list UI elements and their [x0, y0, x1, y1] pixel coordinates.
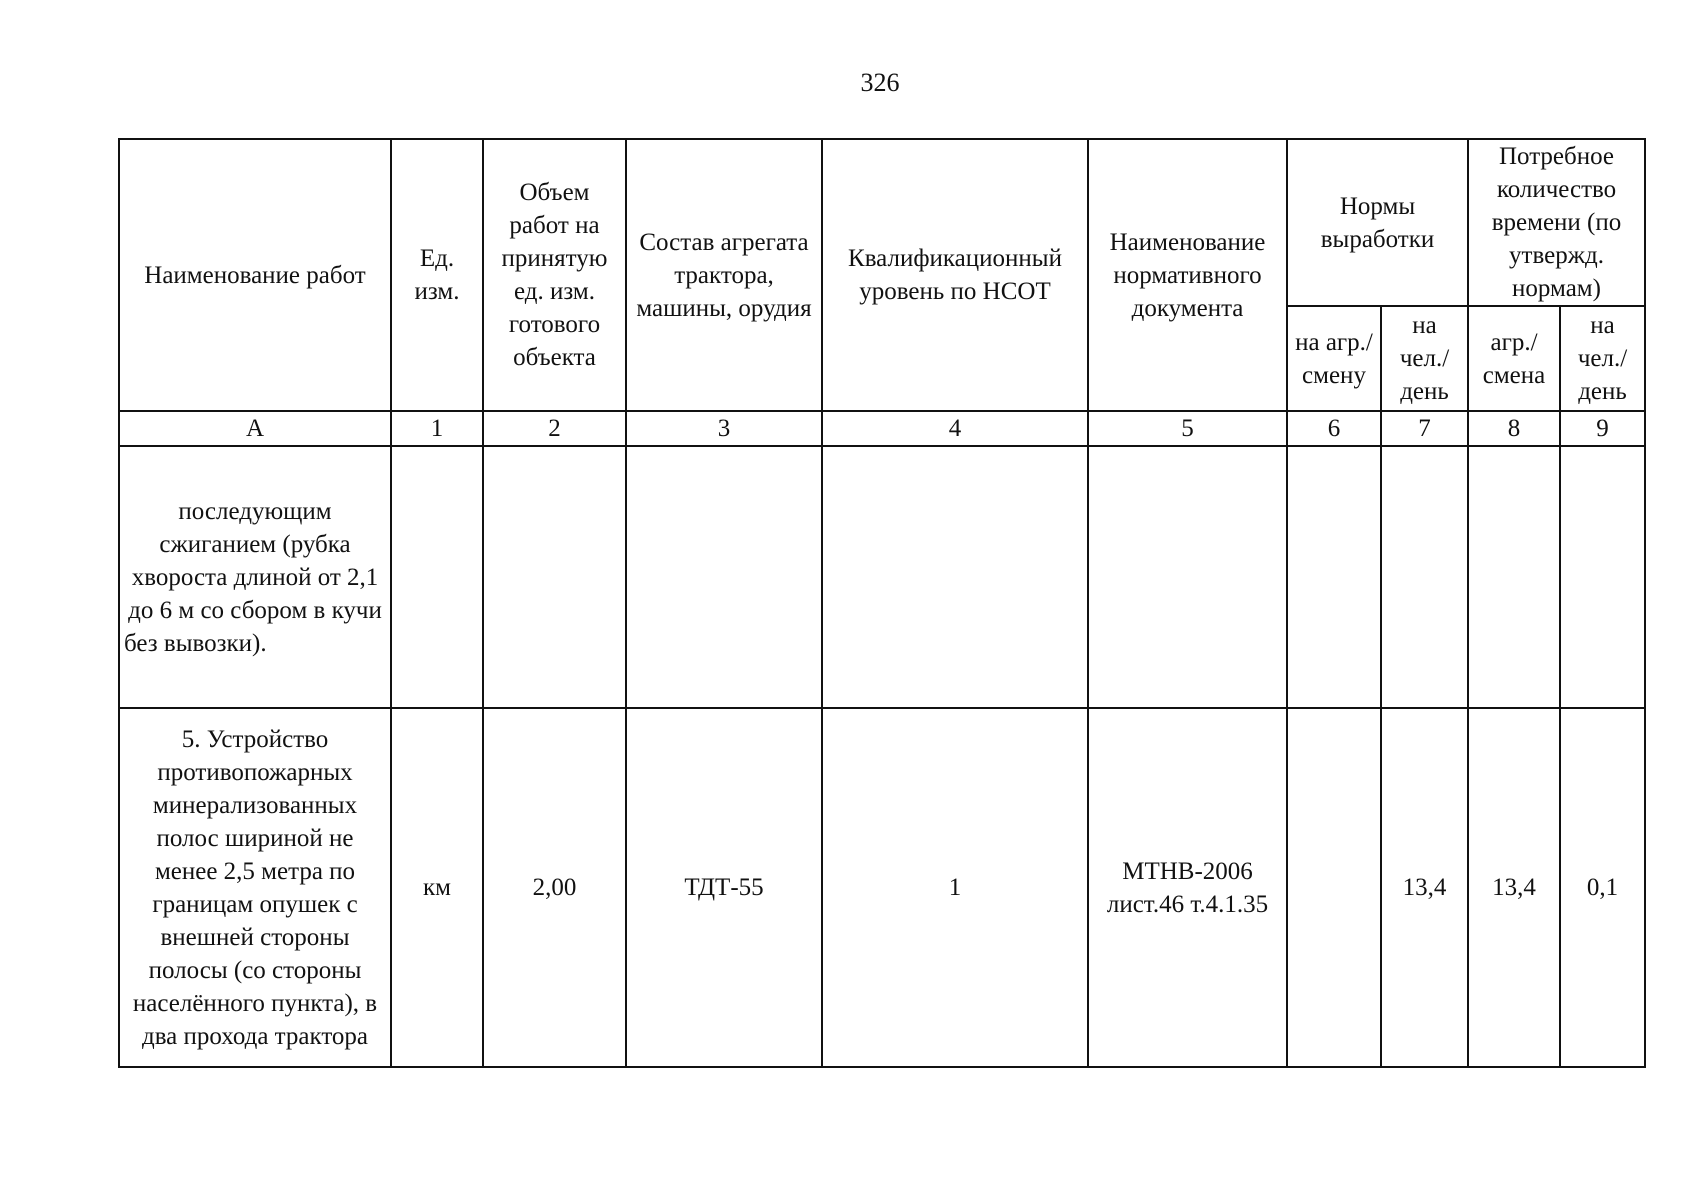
- column-number: 7: [1381, 411, 1468, 446]
- volume-cell: 2,00: [483, 708, 626, 1067]
- time-agr-cell: [1468, 446, 1560, 708]
- time-person-cell: 0,1: [1560, 708, 1645, 1067]
- column-number: 9: [1560, 411, 1645, 446]
- table-row: [119, 708, 1645, 1067]
- column-number: 3: [626, 411, 822, 446]
- unit-cell: [391, 446, 483, 708]
- aggregate-cell: ТДТ-55: [626, 708, 822, 1067]
- header-work-name: Наименование работ: [119, 139, 391, 411]
- column-number: 8: [1468, 411, 1560, 446]
- qualification-cell: [822, 446, 1088, 708]
- volume-cell: [483, 446, 626, 708]
- document-cell: [1088, 446, 1287, 708]
- header-unit: Ед. изм.: [391, 139, 483, 411]
- time-agr-cell: 13,4: [1468, 708, 1560, 1067]
- norm-agr-cell: [1287, 708, 1381, 1067]
- column-number: 2: [483, 411, 626, 446]
- norm-person-cell: [1381, 446, 1468, 708]
- unit-cell: км: [391, 708, 483, 1067]
- work-name-cell: 5. Устройство противопожарных минерализованных полос шириной не менее 2,5 метра по границам опушек с внешней стороны полосы (со стороны населённого пункта), в два прохода трактора: [119, 708, 391, 1067]
- norm-agr-cell: [1287, 446, 1381, 708]
- header-document: Наименование нормативного документа: [1088, 139, 1287, 411]
- header-time-agr: агр./ смена: [1468, 306, 1560, 411]
- work-name-cell: последующим сжиганием (рубка хвороста длиной от 2,1 до 6 м со сбором в кучи без вывозки).: [119, 446, 391, 708]
- header-time-person: на чел./ день: [1560, 306, 1645, 411]
- column-number: 6: [1287, 411, 1381, 446]
- aggregate-cell: [626, 446, 822, 708]
- norm-person-cell: 13,4: [1381, 708, 1468, 1067]
- header-volume: Объем работ на принятую ед. изм. готового объекта: [483, 139, 626, 411]
- column-number: А: [119, 411, 391, 446]
- header-norm-agr: на агр./ смену: [1287, 306, 1381, 411]
- column-number-row: [119, 411, 1645, 446]
- header-time-group: Потребное количество времени (по утвержд. нормам): [1468, 139, 1645, 306]
- header-qualification: Квалификационный уровень по НСОТ: [822, 139, 1088, 411]
- column-number: 1: [391, 411, 483, 446]
- work-norms-table: [118, 138, 1646, 1068]
- document-cell: МТНВ-2006 лист.46 т.4.1.35: [1088, 708, 1287, 1067]
- column-number: 5: [1088, 411, 1287, 446]
- qualification-cell: 1: [822, 708, 1088, 1067]
- column-number: 4: [822, 411, 1088, 446]
- header-aggregate: Состав агрегата трактора, машины, орудия: [626, 139, 822, 411]
- header-norm-person: на чел./ день: [1381, 306, 1468, 411]
- header-norms-group: Нормы выработки: [1287, 139, 1468, 306]
- page-number: 326: [860, 68, 900, 97]
- header-row: [119, 139, 1645, 306]
- table-row: [119, 446, 1645, 708]
- time-person-cell: [1560, 446, 1645, 708]
